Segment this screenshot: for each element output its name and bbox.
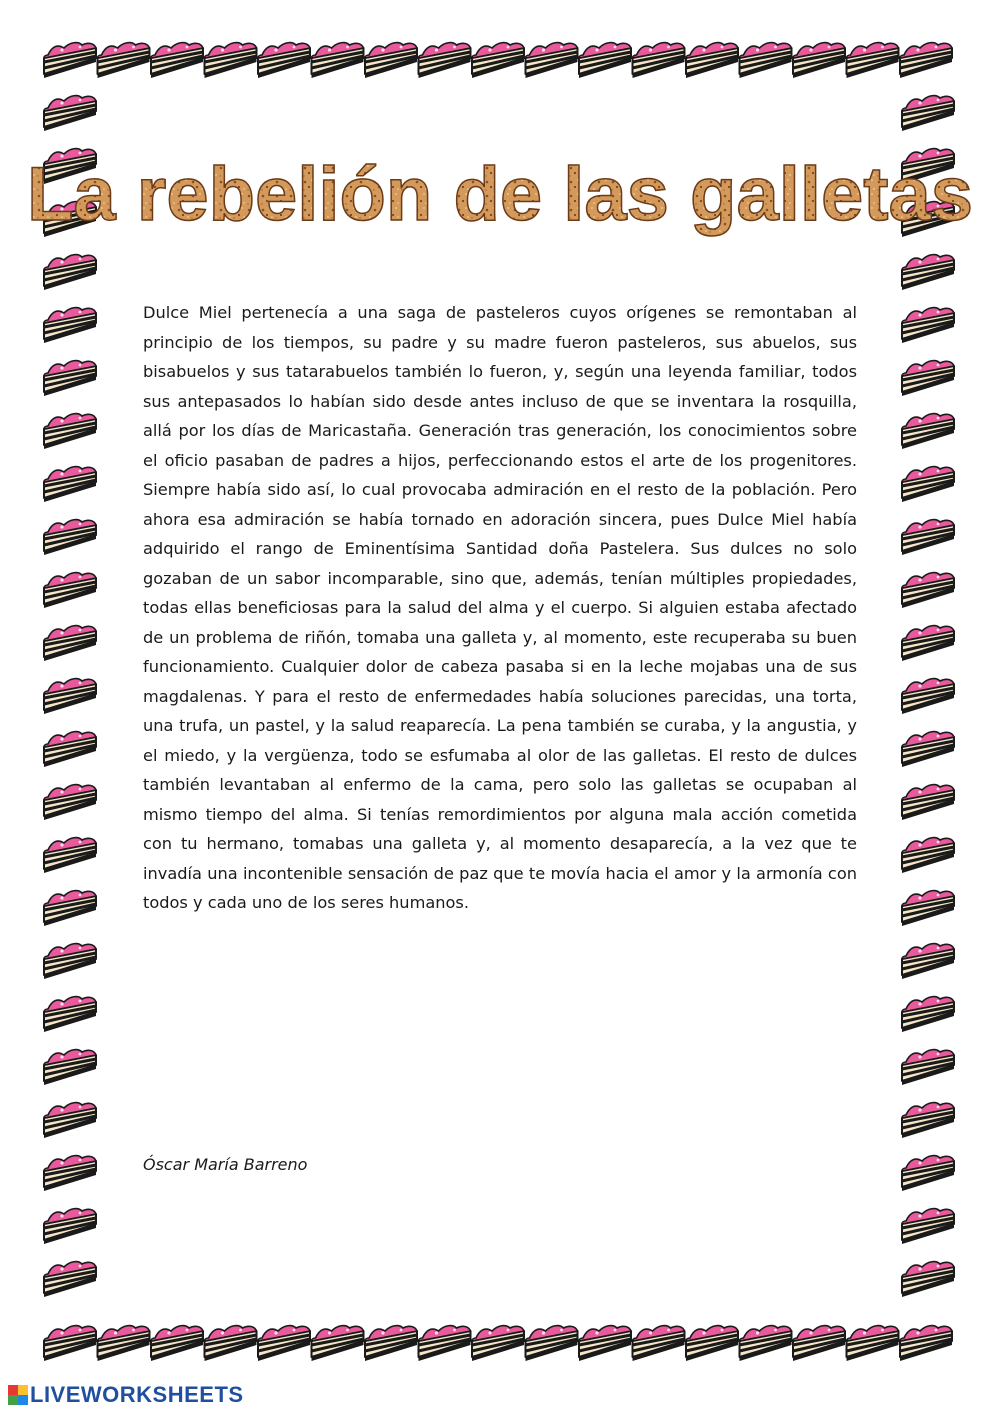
document-title [26,150,974,240]
cake-slice-icon [902,626,954,661]
cake-slice-icon [902,1050,954,1085]
cake-slice-icon [902,361,954,396]
cake-slice-icon [847,43,899,78]
cake-slice-icon [902,255,954,290]
cake-slice-icon [44,1326,96,1361]
title-area [0,150,1000,240]
cake-slice-icon [902,1156,954,1191]
cake-slice-icon [902,1103,954,1138]
cake-slice-icon [44,43,96,78]
cake-slice-icon [740,1326,792,1361]
brand-footer [8,1382,244,1408]
cake-slice-icon [902,308,954,343]
cake-slice-icon [98,43,150,78]
cake-slice-icon [44,1050,96,1085]
cake-slice-icon [902,520,954,555]
cake-slice-icon [472,43,524,78]
cake-slice-icon [44,1103,96,1138]
cake-slice-icon [151,43,203,78]
cake-slice-icon [902,838,954,873]
cake-slice-icon [902,467,954,502]
cake-slice-icon [44,944,96,979]
cake-slice-icon [579,43,631,78]
cake-slice-icon [44,308,96,343]
cake-slice-icon [900,1326,952,1361]
cake-slice-icon [902,944,954,979]
cake-slice-icon [44,255,96,290]
cake-slice-icon [902,96,954,131]
cake-slice-icon [44,838,96,873]
cake-slice-icon [686,43,738,78]
cake-slice-icon [44,467,96,502]
cake-slice-icon [98,1326,150,1361]
cake-slice-icon [365,43,417,78]
cake-slice-icon [419,43,471,78]
cake-slice-icon [44,1156,96,1191]
cake-slice-icon [902,997,954,1032]
cake-slice-icon [312,43,364,78]
cake-slice-icon [44,785,96,820]
cake-slice-icon [44,414,96,449]
cake-slice-icon [793,1326,845,1361]
cake-slice-icon [847,1326,899,1361]
cake-slice-icon [686,1326,738,1361]
cake-slice-icon [419,1326,471,1361]
title-text: La rebelión de las galletas [26,152,974,237]
cake-slice-icon [44,997,96,1032]
cake-slice-icon [44,573,96,608]
cake-slice-icon [44,626,96,661]
cake-slice-icon [258,1326,310,1361]
cake-slice-icon [579,1326,631,1361]
cake-slice-icon [44,891,96,926]
cake-slice-icon [44,520,96,555]
cake-slice-icon [258,43,310,78]
cake-slice-icon [902,1209,954,1244]
cake-slice-icon [633,1326,685,1361]
cake-slice-icon [151,1326,203,1361]
story-paragraph: Dulce Miel pertenecía a una saga de pasteleros cuyos orígenes se remontaban al principio de los tiempos, su padre y su madre fueron pasteleros, sus abuelos, sus bisabuelos y sus tatarabuelos también lo fueron, y, según una leyenda familiar, todos sus antepasados lo habían sido desde antes incluso de que se inventara la rosquilla, allá por los días de Maricastaña. Generación tras generación, los conocimientos sobre el oficio pasaban de padres a hijos, perfeccionando estos el arte de los progenitores. Siempre había sido así, lo cual provocaba admiración en el resto de la población. Pero ahora esa admiración se había tornado en adoración sincera, pues Dulce Miel había adquirido el rango de Eminentísima Santidad doña Pastelera. Sus dulces no solo gozaban de un sabor incomparable, sino que, además, tenían múltiples propiedades, todas ellas beneficiosas para la salud del alma y el cuerpo. Si alguien estaba afectado de un problema de riñón, tomaba una galleta y, al momento, este recuperaba su buen funcionamiento. Cualquier dolor de cabeza pasaba si en la leche mojabas una de sus magdalenas. Y para el resto de enfermedades había soluciones parecidas, una torta, una trufa, un pastel, y la salud reaparecía. La pena también se curaba, y la angustia, y el miedo, y la vergüenza, todo se esfumaba al olor de las galletas. El resto de dulces también levantaban al enfermo de la cama, pero solo las galletas se ocupaban al mismo tiempo del alma. Si tenías remordimientos por alguna mala acción cometida con tu hermano, tomabas una galleta y, al momento desaparecía, a la vez que te invadía una incontenible sensación de paz que te movía hacia el amor y la armonía con todos y cada uno de los seres humanos. [143,303,857,912]
cake-slice-icon [902,1262,954,1297]
cake-slice-icon [526,43,578,78]
cake-slice-icon [902,414,954,449]
cake-slice-icon [900,43,952,78]
cake-slice-icon [205,43,257,78]
cake-slice-icon [44,361,96,396]
liveworksheets-logo-icon [8,1385,28,1405]
cake-slice-icon [205,1326,257,1361]
cake-slice-icon [793,43,845,78]
cake-slice-icon [902,891,954,926]
cake-slice-icon [44,679,96,714]
cake-slice-icon [902,785,954,820]
cake-slice-icon [902,732,954,767]
brand-name: LIVEWORKSHEETS [30,1382,244,1407]
cake-slice-icon [472,1326,524,1361]
cake-slice-icon [44,1262,96,1297]
cake-slice-icon [44,96,96,131]
cake-slice-icon [740,43,792,78]
cake-slice-icon [633,43,685,78]
cake-slice-icon [312,1326,364,1361]
cake-slice-icon [526,1326,578,1361]
cake-slice-icon [902,573,954,608]
cake-slice-icon [365,1326,417,1361]
cake-slice-icon [44,1209,96,1244]
cake-slice-icon [902,679,954,714]
author-signature: Óscar María Barreno [143,1155,308,1174]
cake-slice-icon [44,732,96,767]
